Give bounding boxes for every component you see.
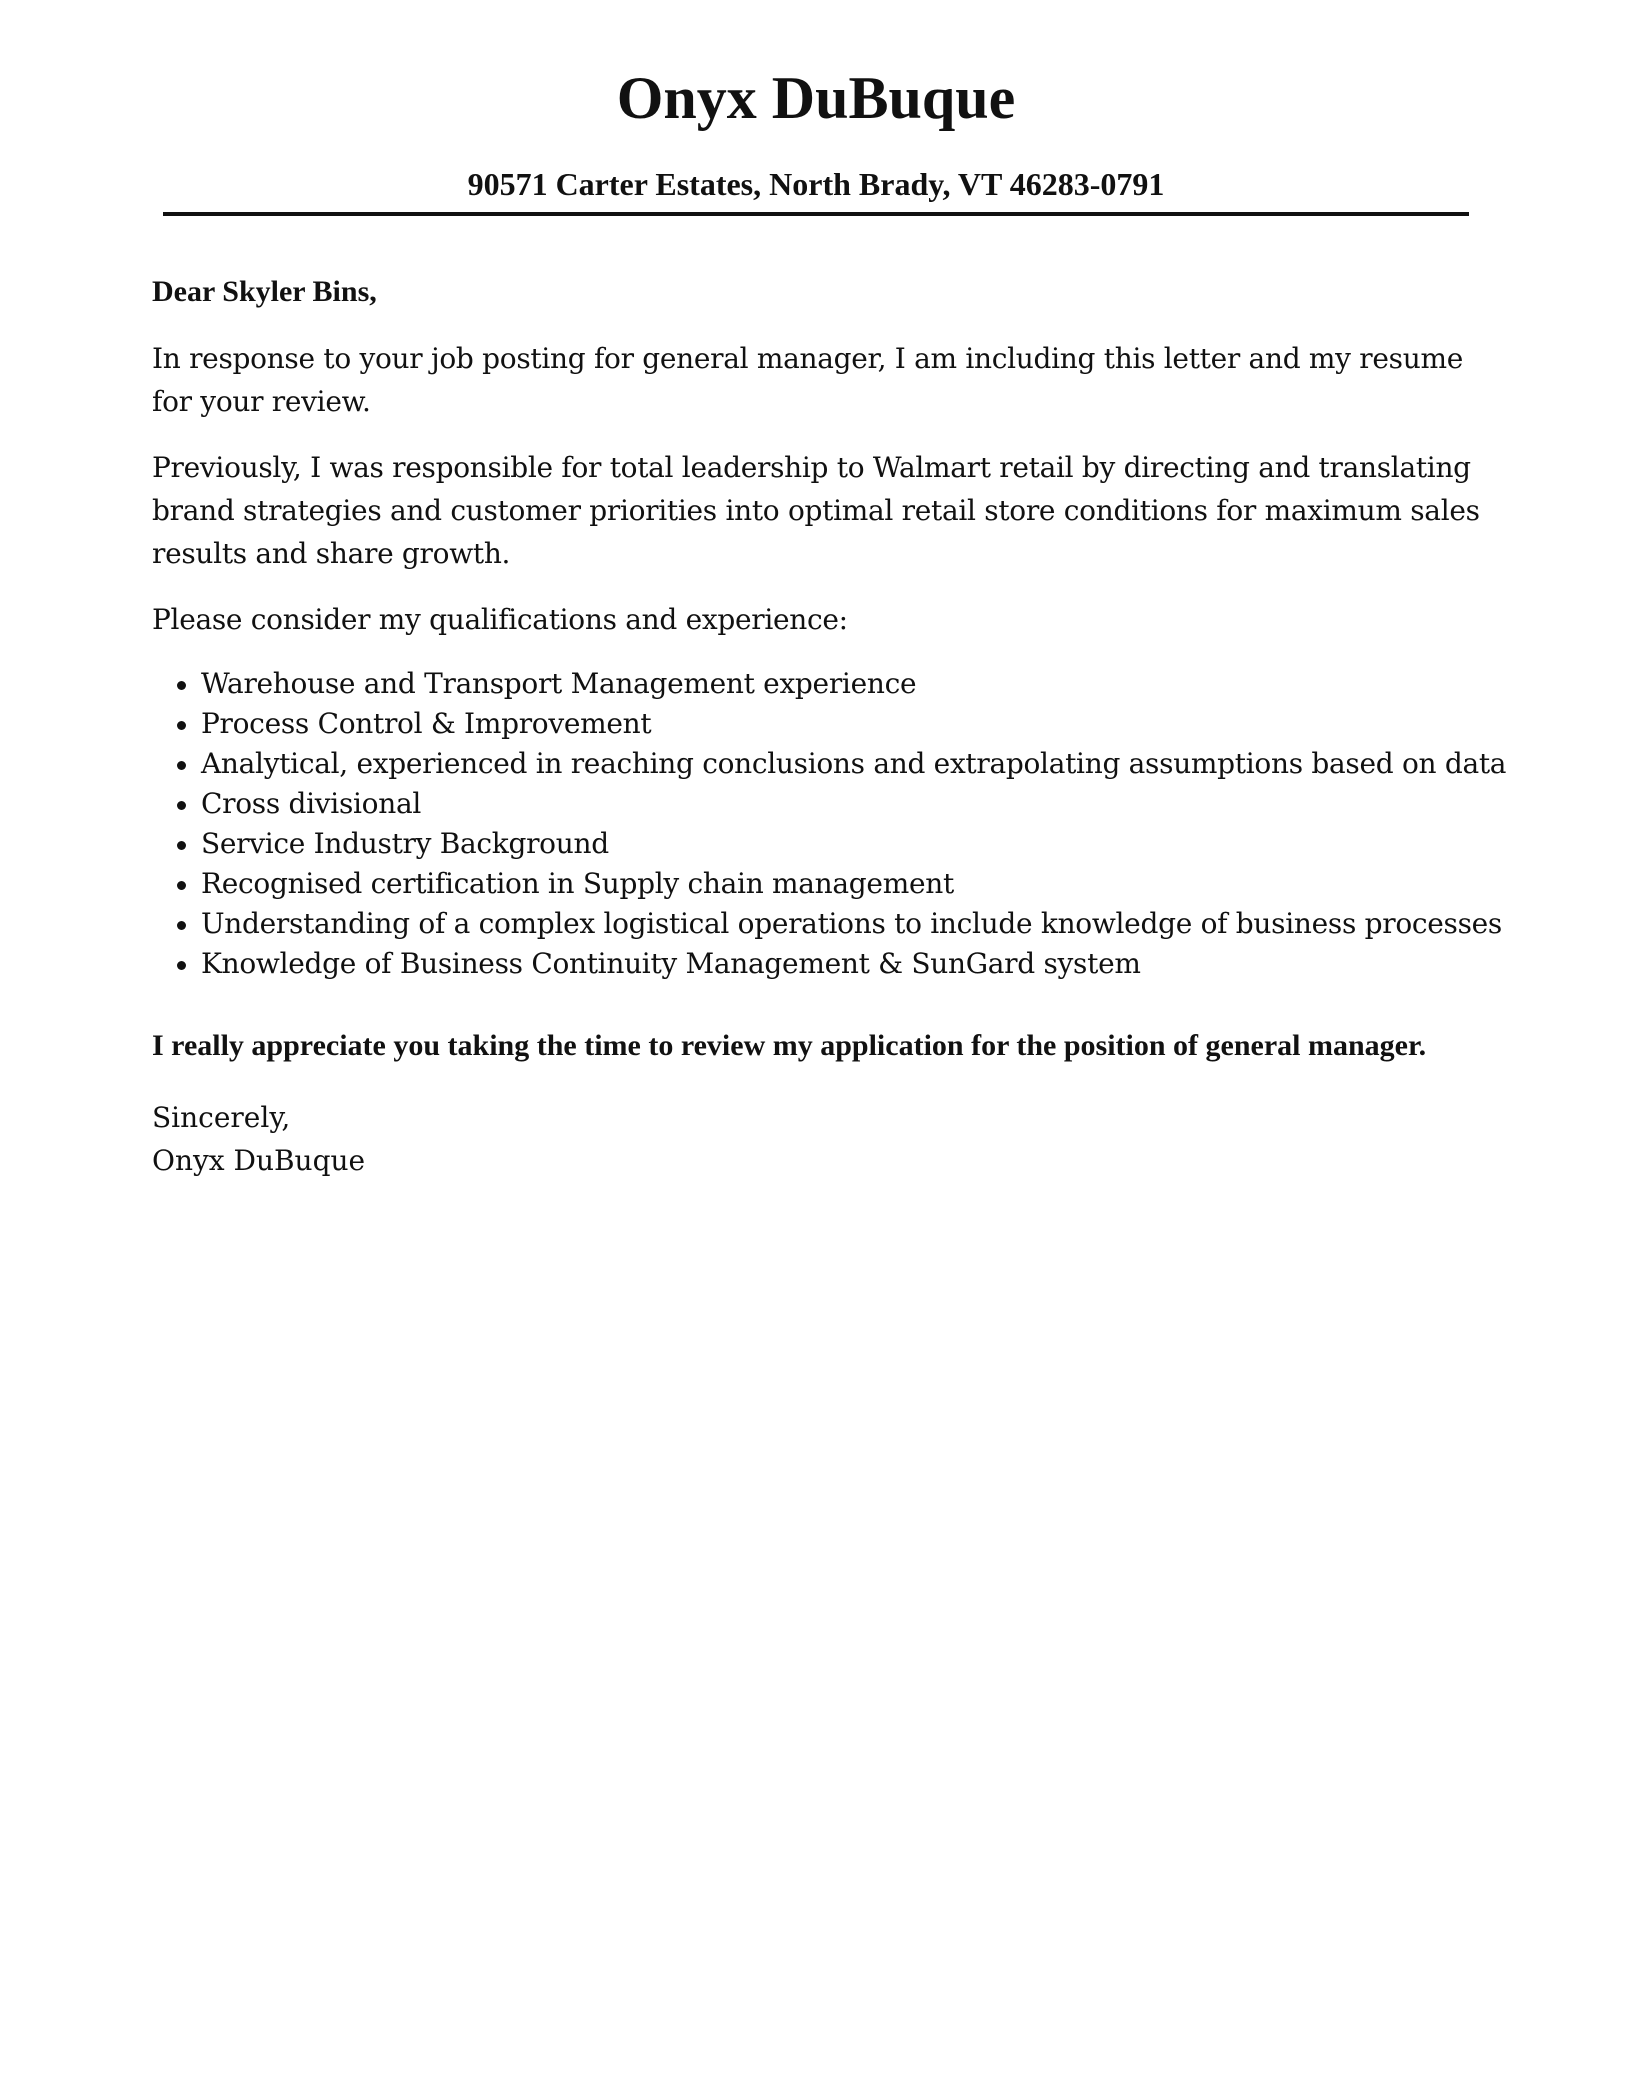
bullet-icon xyxy=(177,921,186,930)
applicant-name-heading: Onyx DuBuque xyxy=(616,65,1016,131)
bullet-icon xyxy=(177,721,186,730)
list-item xyxy=(152,904,1503,944)
qualification-text: Warehouse and Transport Management experience xyxy=(201,667,917,700)
bullet-icon xyxy=(177,761,186,770)
paragraph-experience: Previously, I was responsible for total leadership to Walmart retail by directing and translating brand strategies and customer priorities into optimal retail store conditions for maximum sales results and share growth. xyxy=(152,451,1480,570)
letter-body xyxy=(152,272,1507,1182)
bullet-icon xyxy=(177,961,186,970)
list-item xyxy=(152,824,1482,864)
paragraph-qualifications-intro: Please consider my qualifications and experience: xyxy=(152,603,848,636)
signature-name: Onyx DuBuque xyxy=(152,1144,366,1177)
qualification-text: Analytical, experienced in reaching conclusions and extrapolating assumptions based on data xyxy=(201,747,1507,780)
paragraph-intro: In response to your job posting for general manager, I am including this letter and my resume for your review. xyxy=(152,342,1463,418)
applicant-address: 90571 Carter Estates, North Brady, VT 46283-0791 xyxy=(467,166,1165,202)
bullet-icon xyxy=(177,681,186,690)
bullet-icon xyxy=(177,881,186,890)
salutation: Dear Skyler Bins, xyxy=(152,275,377,308)
qualifications-list xyxy=(152,664,1507,984)
list-item xyxy=(152,704,1482,744)
bullet-icon xyxy=(177,841,186,850)
list-item xyxy=(152,784,1482,824)
bullet-icon xyxy=(177,801,186,810)
header-divider xyxy=(163,212,1469,216)
qualification-text: Service Industry Background xyxy=(201,827,609,860)
qualification-text: Process Control & Improvement xyxy=(201,707,652,740)
qualification-text: Understanding of a complex logistical operations to include knowledge of business processes xyxy=(201,907,1503,940)
list-item xyxy=(152,744,1507,784)
qualification-text: Recognised certification in Supply chain management xyxy=(201,867,954,900)
signoff: Sincerely, xyxy=(152,1101,291,1134)
qualification-text: Cross divisional xyxy=(201,787,422,820)
list-item xyxy=(152,864,1482,904)
list-item xyxy=(152,944,1482,984)
list-item xyxy=(152,664,1482,704)
closing-statement: I really appreciate you taking the time to review my application for the position of general manager. xyxy=(152,1029,1427,1062)
qualification-text: Knowledge of Business Continuity Management & SunGard system xyxy=(201,947,1141,980)
